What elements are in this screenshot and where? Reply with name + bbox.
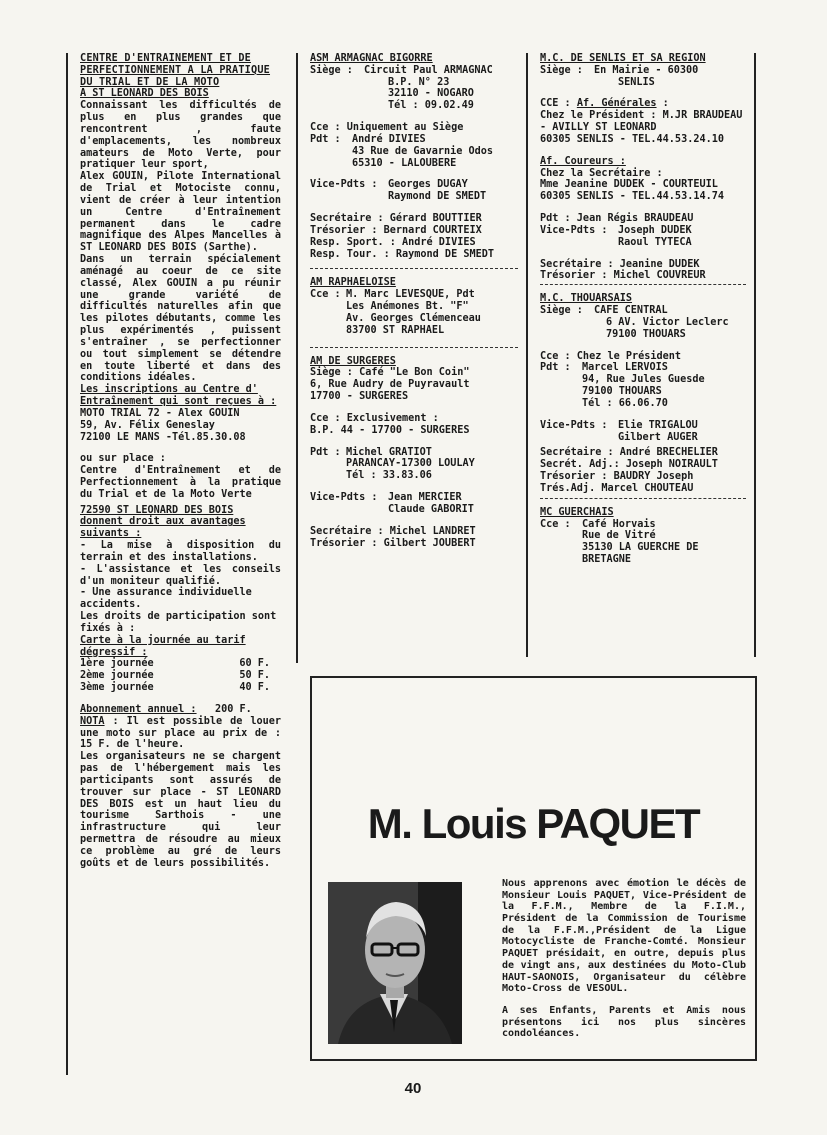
portrait-photo — [328, 882, 462, 1044]
field-label: Siège : — [310, 64, 353, 76]
club-title-senlis: M.C. DE SENLIS ET SA REGION — [540, 53, 706, 64]
annual-price: 200 F. — [214, 703, 252, 715]
column-middle — [296, 53, 518, 663]
person-line: Raymond DE SMEDT — [388, 191, 487, 203]
asm-cce: Cce : Uniquement au Siège — [310, 122, 464, 134]
field-label: Vice-Pdts : — [310, 492, 378, 504]
tariff-price: 40 F. — [239, 682, 270, 694]
tariff-row — [80, 670, 270, 682]
address-line: CAFE CENTRAL — [594, 305, 668, 317]
address-line: En Mairie - 60300 — [594, 64, 699, 76]
club-title-raphaeloise: AM RAPHAELOISE — [310, 277, 396, 289]
address-line: MOTO TRIAL 72 - Alex GOUIN — [80, 407, 240, 419]
person-line: Marcel LERVOIS — [582, 362, 668, 374]
club-title-surgeres: AM DE SURGERES — [310, 355, 396, 367]
person-line: Elie TRIGALOU — [618, 419, 698, 431]
person-line: Michel GRATIOT — [346, 446, 432, 458]
tariff-list — [80, 658, 281, 693]
address-line: 83700 ST RAPHAEL — [346, 324, 445, 336]
address-line: 72100 LE MANS -Tél.85.30.08 — [80, 431, 246, 443]
obituary-box — [310, 676, 757, 1061]
advantage-item: - L'assistance et les conseils d'un moniteur qualifié. — [80, 563, 281, 587]
address-line: Cce : Exclusivement : — [310, 412, 439, 424]
address-line: 32110 - NOGARO — [388, 88, 474, 100]
advantage-item: - La mise à disposition du terrain et des installations. — [80, 540, 281, 563]
address-line: Café Horvais — [582, 518, 656, 530]
condolences-paragraph: A ses Enfants, Parents et Amis nous présentons ici nos plus sincères condoléances. — [502, 1004, 746, 1040]
annual-label: Abonnement annuel : — [80, 703, 197, 715]
address-line: B.P. 44 - 17700 - SURGERES — [310, 424, 470, 436]
senlis-pdt: Pdt : Jean Régis BRAUDEAU — [540, 213, 694, 225]
asm-resp-tour: Resp. Tour. : Raymond DE SMEDT — [310, 248, 495, 260]
address-line: Les Anémones Bt. "F" — [346, 301, 469, 313]
surg-cce — [310, 413, 518, 437]
thou-siege — [540, 305, 746, 340]
thou-pdt — [540, 362, 746, 409]
day-pass-heading: Carte à la journée au tarif dégressif : — [80, 634, 246, 658]
field-label: Vice-Pdts : — [310, 179, 378, 191]
nota-text: : Il est possible de louer une moto sur place au prix de : 15 F. de l'heure. — [80, 715, 282, 751]
senlis-vice-pdts — [540, 225, 746, 249]
section-label: Af. Coureurs : — [540, 155, 626, 167]
person-line: André DIVIES — [352, 133, 426, 145]
club-title-thouarsais: M.C. THOUARSAIS — [540, 293, 633, 305]
address-line: 6, Rue Audry de Puyravault — [310, 379, 470, 391]
field-label: Siège : — [540, 305, 583, 317]
advantages-heading: donnent droit aux avantages suivants : — [80, 516, 246, 540]
person-line: Claude GABORIT — [388, 503, 474, 515]
divider — [540, 498, 746, 499]
centre-heading: CENTRE D'ENTRAINEMENT ET DE PERFECTIONNEMENT A LA PRATIQUE DU TRIAL ET DE LA MOTO — [80, 53, 271, 88]
thou-secretary: Secrétaire : André BRECHELIER — [540, 447, 718, 459]
person-line: 94, Rue Jules Guesde — [582, 374, 705, 386]
field-label: Vice-Pdts : — [540, 419, 608, 431]
field-label: Cce : — [540, 518, 571, 530]
column-left — [66, 53, 281, 1075]
address-line: SENLIS — [618, 76, 655, 88]
senlis-cce: CCE : Af. Générales : Chez le Président : M.JR BRAUDEAU - AVILLY ST LEONARD 60305 SENLIS - TEL.44.53.24.10 — [540, 98, 746, 145]
organisers-paragraph: Les organisateurs ne se chargent pas de l'hébergement mais les participants sont assurés de trouver sur place - ST LEONARD DES BOIS est un haut lieu du tourisme Sarthois - une infrastructure qui leur permettra de résoudre au mieux ce problème au gré de leurs goûts et de leurs possibilités. — [80, 751, 281, 869]
asm-resp-sport: Resp. Sport. : André DIVIES — [310, 236, 476, 248]
field-label: Pdt : — [310, 133, 341, 145]
senlis-treasurer: Trésorier : Michel COUVREUR — [540, 270, 706, 282]
club-title-asm: ASM ARMAGNAC BIGORRE — [310, 53, 433, 64]
address-line: BRETAGNE — [582, 553, 632, 565]
annual-subscription — [80, 704, 281, 716]
address-line: M. Marc LEVESQUE, Pdt — [346, 289, 475, 301]
tariff-price: 50 F. — [239, 670, 270, 682]
asm-secretary: Secrétaire : Gérard BOUTTIER — [310, 213, 482, 225]
address-line: 35130 LA GUERCHE DE — [582, 542, 699, 554]
person-line: Jean MERCIER — [388, 492, 462, 504]
column-right — [526, 53, 756, 657]
address-line: Tél : 09.02.49 — [388, 100, 474, 112]
person-line: PARANCAY-17300 LOULAY — [346, 458, 475, 470]
address-line: 60305 SENLIS - TEL.44.53.14.74 — [540, 191, 725, 203]
person-line: 65310 - LALOUBERE — [352, 157, 457, 169]
thou-secretary-adj: Secrét. Adj.: Joseph NOIRAULT — [540, 459, 718, 471]
advantage-item: - Une assurance individuelle accidents. — [80, 587, 252, 611]
person-line: Tél : 66.06.70 — [582, 397, 668, 409]
tariff-label: 2ème journée — [80, 670, 154, 682]
divider — [540, 284, 746, 285]
club-title-guerchais: MC GUERCHAIS — [540, 506, 614, 518]
asm-treasurer: Trésorier : Bernard COURTEIX — [310, 224, 482, 236]
tariff-row — [80, 658, 270, 670]
tariff-label: 3ème journée — [80, 682, 154, 694]
section-label: Af. Générales — [576, 98, 657, 110]
guer-cce — [540, 519, 746, 566]
address-line: Circuit Paul ARMAGNAC — [364, 64, 493, 76]
gouin-paragraph: Alex GOUIN, Pilote International de Trial et Motociste connu, vient de créer à leur intention un Centre d'Entraînement permanent dans le cadre magnifique des Alpes Mancelles à ST LEONARD DES BOIS (Sarthe). — [80, 171, 281, 254]
senlis-secretary: Secrétaire : Jeanine DUDEK — [540, 258, 700, 270]
raph-cce — [310, 289, 518, 336]
address-line: 60305 SENLIS - TEL.44.53.24.10 — [540, 133, 725, 145]
person-line: 79100 THOUARS — [582, 386, 662, 398]
inscriptions-heading: Les inscriptions au Centre d' Entraînement qui sont reçues à : — [80, 384, 277, 408]
address-line: Chez la Secrétaire : — [540, 167, 663, 179]
divider — [310, 268, 518, 269]
address-line: 59, Av. Félix Geneslay — [80, 419, 215, 431]
person-line: Tél : 33.83.06 — [346, 470, 432, 482]
portrait-image — [328, 882, 462, 1044]
asm-siege — [310, 65, 518, 112]
thou-treasurer-adj: Trés.Adj. Marcel CHOUTEAU — [540, 482, 694, 494]
address-line: Siège : Café "Le Bon Coin" — [310, 367, 470, 379]
obituary-title: M. Louis PAQUET — [367, 800, 700, 847]
nota-label: NOTA — [80, 715, 105, 727]
location-heading: A ST LEONARD DES BOIS — [80, 88, 209, 100]
senlis-siege — [540, 65, 746, 89]
person-line: Georges DUGAY — [388, 179, 468, 191]
person-line: 43 Rue de Gavarnie Odos — [352, 145, 494, 157]
surg-siege — [310, 367, 518, 402]
surg-secretary: Secrétaire : Michel LANDRET — [310, 525, 476, 537]
tariff-row — [80, 682, 270, 694]
address-line: Av. Georges Clémenceau — [346, 312, 481, 324]
senlis-coureurs — [540, 156, 746, 203]
field-label: CCE : — [540, 98, 571, 110]
address-line: Mme Jeanine DUDEK - COURTEUIL — [540, 179, 718, 191]
field-label: Cce : — [310, 289, 341, 301]
onsite-label: ou sur place : — [80, 453, 166, 465]
page-number: 40 — [404, 1080, 422, 1097]
thou-cce: Cce : Chez le Président — [540, 350, 682, 362]
thou-treasurer: Trésorier : BAUDRY Joseph — [540, 471, 694, 483]
obituary-text — [502, 878, 746, 1040]
surg-vice-pdts — [310, 492, 518, 516]
surg-pdt — [310, 447, 518, 482]
nota-paragraph — [80, 716, 281, 751]
asm-pdt — [310, 134, 518, 169]
address-line: Rue de Vitré — [582, 530, 656, 542]
address-line: 17700 - SURGERES — [310, 391, 409, 403]
person-line: Raoul TYTECA — [618, 236, 692, 248]
tariff-price: 60 F. — [239, 658, 270, 670]
person-line: Gilbert AUGER — [618, 431, 698, 443]
address-line: 79100 THOUARS — [606, 328, 686, 340]
obituary-paragraph: Nous apprenons avec émotion le décès de Monsieur Louis PAQUET, Vice-Président de la F.F.M., Membre de la F.I.M., Président de la Commission de Tourisme de la F.F.M.,Président de la Ligue Motocycliste de Franche-Comté. Monsieur PAQUET présidait, en outre, depuis plus de vingt ans, aux destinées du Moto-Club HAUT-SAONOIS, Organisateur du célèbre Moto-Cross de VESOUL. — [502, 878, 746, 995]
address-line: B.P. N° 23 — [388, 76, 450, 88]
field-label: Vice-Pdts : — [540, 224, 608, 236]
field-label: Siège : — [540, 64, 583, 76]
person-line: Joseph DUDEK — [618, 224, 692, 236]
centre-full-name: Centre d'Entraînement et de Perfectionnement à la pratique du Trial et de la Moto Verte — [80, 465, 281, 500]
fees-intro: Les droits de participation sont fixés à : — [80, 611, 277, 634]
thou-vice-pdts — [540, 420, 746, 444]
field-label: Pdt : — [540, 362, 571, 374]
intro-paragraph: Connaissant les difficultés de plus en plus grandes que rencontrent , faute d'emplacements, les nombreux amateurs de Moto Verte, pour pratiquer leur sport, — [80, 100, 281, 171]
address-line: 6 AV. Victor Leclerc — [606, 316, 729, 328]
registration-address — [80, 408, 281, 443]
field-label: Pdt : — [310, 446, 341, 458]
centre-postcode: 72590 ST LEONARD DES BOIS — [80, 504, 234, 516]
surg-treasurer: Trésorier : Gilbert JOUBERT — [310, 537, 476, 549]
divider — [310, 347, 518, 348]
asm-vice-pdts — [310, 179, 518, 203]
tariff-label: 1ère journée — [80, 658, 154, 670]
address-line: Chez le Président : M.JR BRAUDEAU - AVILLY ST LEONARD — [540, 110, 743, 134]
terrain-paragraph: Dans un terrain spécialement aménagé au coeur de ce site classé, Alex GOUIN a pu réunir une grande variété de difficultés naturelles afin que les pilotes débutants, comme les plus expérimentés , puissent s'entraîner , se perfectionner ou tout simplement se détendre en toute liberté et dans des conditions idéales. — [80, 254, 281, 384]
